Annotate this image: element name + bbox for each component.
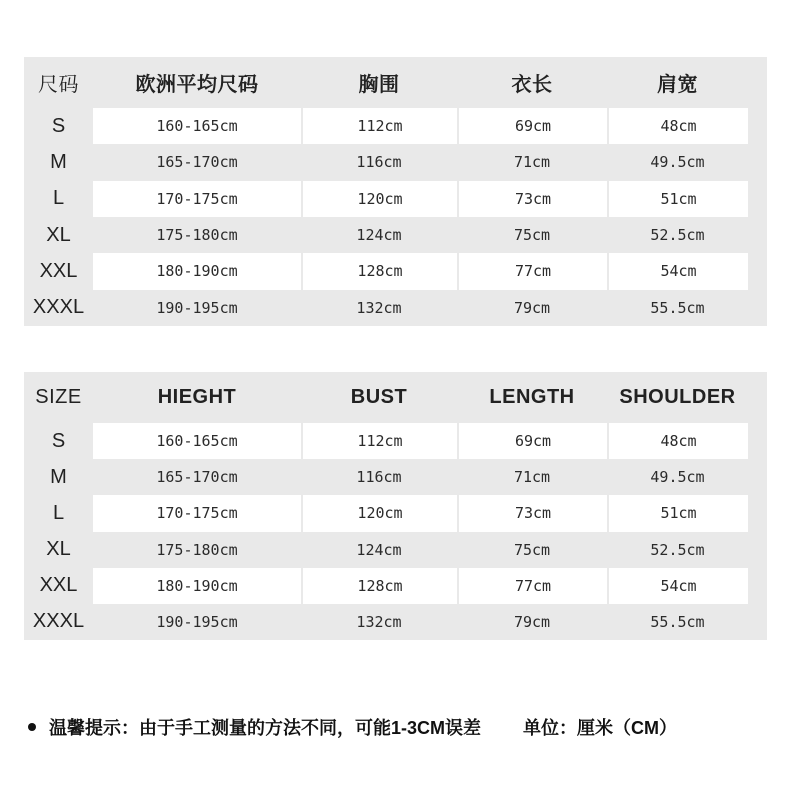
header-cell-bust: 胸围 [358, 74, 400, 96]
size-cell: XXL [39, 259, 78, 282]
header-cell-shoulder: 肩宽 [657, 74, 698, 96]
size-cell: M [50, 465, 67, 488]
size-table-en [24, 372, 767, 640]
length-cell: 77cm [457, 253, 607, 289]
height-cell: 160-165cm [93, 108, 301, 144]
shoulder-cell: 52.5cm [650, 226, 705, 245]
shoulder-cell: 48cm [607, 423, 748, 459]
table-row-m [24, 144, 748, 180]
table-row-m [24, 459, 748, 495]
table-row-s [24, 108, 748, 144]
table-row-xl [24, 217, 748, 253]
bust-cell: 120cm [301, 495, 457, 531]
size-cell: L [52, 501, 65, 524]
footnote-unit: 单位：厘米（CM） [523, 718, 678, 738]
size-cell: L [52, 187, 65, 210]
height-cell: 170-175cm [93, 181, 301, 217]
header-row [24, 372, 748, 423]
bust-cell: 124cm [356, 540, 402, 559]
shoulder-cell: 55.5cm [650, 612, 705, 631]
size-table-cn [24, 57, 767, 326]
length-cell: 77cm [457, 568, 607, 604]
shoulder-cell: 55.5cm [650, 298, 705, 317]
bust-cell: 116cm [356, 468, 402, 487]
header-cell-height: HIEGHT [157, 386, 237, 408]
size-cell: XXXL [32, 610, 85, 633]
length-cell: 75cm [513, 226, 551, 245]
footnote [28, 714, 768, 740]
bust-cell: 124cm [356, 226, 402, 245]
length-cell: 75cm [513, 540, 551, 559]
size-cell: XXXL [32, 296, 85, 319]
shoulder-cell: 54cm [607, 253, 748, 289]
shoulder-cell: 51cm [607, 495, 748, 531]
bust-cell: 112cm [301, 423, 457, 459]
bullet-icon [28, 723, 36, 731]
shoulder-cell: 49.5cm [650, 468, 705, 487]
table-row-l [24, 495, 748, 531]
bust-cell: 128cm [301, 253, 457, 289]
bust-cell: 112cm [301, 108, 457, 144]
height-cell: 190-195cm [156, 612, 238, 631]
bust-cell: 128cm [301, 568, 457, 604]
table-row-xxl [24, 568, 748, 604]
length-cell: 71cm [513, 468, 551, 487]
length-cell: 69cm [457, 423, 607, 459]
bust-cell: 132cm [356, 298, 402, 317]
length-cell: 73cm [457, 495, 607, 531]
length-cell: 71cm [513, 153, 551, 172]
height-cell: 165-170cm [156, 468, 238, 487]
shoulder-cell: 51cm [607, 181, 748, 217]
header-cell-length: LENGTH [489, 386, 575, 408]
size-cell: S [51, 114, 66, 137]
size-cell: XL [46, 538, 71, 561]
header-cell-bust: BUST [350, 386, 408, 408]
height-cell: 160-165cm [93, 423, 301, 459]
shoulder-cell: 54cm [607, 568, 748, 604]
height-cell: 190-195cm [156, 298, 238, 317]
table-row-xxxl [24, 604, 748, 640]
header-row [24, 57, 748, 108]
length-cell: 73cm [457, 181, 607, 217]
height-cell: 180-190cm [93, 568, 301, 604]
height-cell: 165-170cm [156, 153, 238, 172]
height-cell: 175-180cm [156, 226, 238, 245]
bust-cell: 120cm [301, 181, 457, 217]
header-cell-size: 尺码 [38, 74, 79, 96]
size-cell: XL [46, 223, 71, 246]
size-cell: XXL [39, 574, 78, 597]
length-cell: 69cm [457, 108, 607, 144]
table-row-l [24, 181, 748, 217]
height-cell: 180-190cm [93, 253, 301, 289]
table-row-s [24, 423, 748, 459]
shoulder-cell: 49.5cm [650, 153, 705, 172]
header-cell-size: SIZE [35, 386, 82, 408]
shoulder-cell: 48cm [607, 108, 748, 144]
footnote-tip: 温馨提示：由于手工测量的方法不同，可能1-3CM误差 [49, 718, 482, 738]
length-cell: 79cm [513, 612, 551, 631]
length-cell: 79cm [513, 298, 551, 317]
height-cell: 175-180cm [156, 540, 238, 559]
bust-cell: 116cm [356, 153, 402, 172]
header-cell-height: 欧洲平均尺码 [135, 74, 259, 96]
size-cell: S [51, 429, 66, 452]
height-cell: 170-175cm [93, 495, 301, 531]
bust-cell: 132cm [356, 612, 402, 631]
size-cell: M [50, 150, 67, 173]
header-cell-length: 衣长 [511, 74, 553, 96]
table-row-xl [24, 532, 748, 568]
header-cell-shoulder: SHOULDER [619, 386, 736, 408]
table-row-xxxl [24, 290, 748, 326]
shoulder-cell: 52.5cm [650, 540, 705, 559]
table-row-xxl [24, 253, 748, 289]
